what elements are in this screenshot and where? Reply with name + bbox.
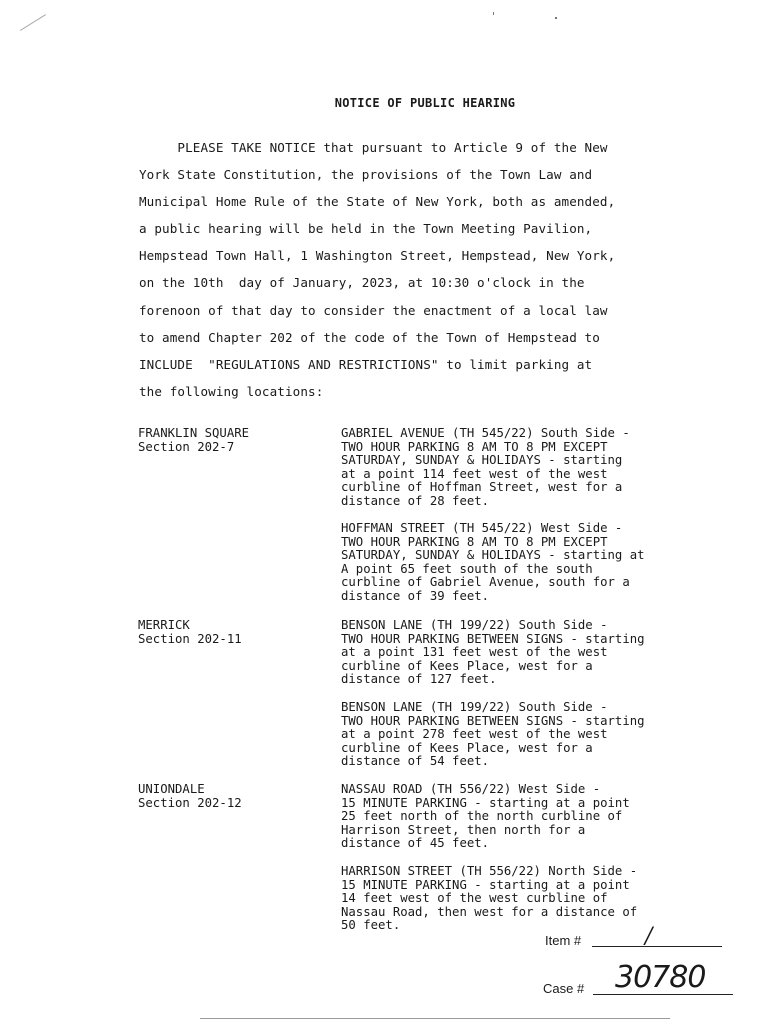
entry-line: at a point 131 feet west of the west (341, 645, 608, 660)
scan-speck (20, 14, 46, 31)
paragraph-line: on the 10th day of January, 2023, at 10:30 o'clock in the (139, 275, 585, 291)
paragraph-line: Municipal Home Rule of the State of New York, both as amended, (139, 194, 616, 210)
notice-title-text: NOTICE OF PUBLIC HEARING (334, 96, 516, 110)
entry-line: TWO HOUR PARKING BETWEEN SIGNS - starting (341, 713, 645, 728)
entry-line: curbline of Gabriel Avenue, south for a (341, 575, 630, 590)
entry-line: distance of 45 feet. (341, 836, 490, 851)
paragraph-line: York State Constitution, the provisions of the Town Law and (139, 167, 593, 183)
entry-line: 15 MINUTE PARKING - starting at a point (341, 795, 630, 810)
entry-line: HARRISON STREET (TH 556/22) North Side - (341, 864, 638, 878)
item-label: Item # (545, 933, 582, 948)
scan-speck (555, 17, 557, 19)
entry-line: GABRIEL AVENUE (TH 545/22) South Side - (341, 426, 630, 440)
item-underline (592, 946, 722, 947)
scan-speck (493, 12, 494, 15)
entry-line: NASSAU ROAD (TH 556/22) West Side - (341, 782, 601, 796)
item-value-handwritten: / (645, 924, 653, 949)
location-area: MERRICK (138, 618, 190, 632)
entry-line: TWO HOUR PARKING 8 AM TO 8 PM EXCEPT (341, 534, 608, 549)
entry-line: HOFFMAN STREET (TH 545/22) West Side - (341, 521, 623, 535)
entry-line: distance of 54 feet. (341, 754, 490, 769)
case-label: Case # (543, 981, 585, 996)
location-entry (341, 619, 731, 687)
case-value-handwritten: 30780 (615, 960, 706, 995)
paragraph-line: INCLUDE "REGULATIONS AND RESTRICTIONS" to limit parking at (139, 356, 593, 372)
entry-line: 15 MINUTE PARKING - starting at a point (341, 877, 630, 892)
entry-line: Harrison Street, then north for a (341, 822, 586, 837)
entry-line: curbline of Kees Place, west for a (341, 740, 593, 755)
location-heading-franklin-square (138, 427, 328, 454)
entry-line: BENSON LANE (TH 199/22) South Side - (341, 618, 608, 632)
location-heading-merrick (138, 619, 328, 646)
location-entry (341, 865, 731, 933)
entry-line: distance of 127 feet. (341, 672, 497, 687)
entry-line: distance of 39 feet. (341, 588, 490, 603)
entry-line: Nassau Road, then west for a distance of (341, 904, 638, 919)
paragraph-line: forenoon of that day to consider the enactment of a local law (139, 302, 608, 318)
location-section: Section 202-11 (138, 631, 242, 646)
paragraph-line: the following locations: (139, 383, 324, 399)
location-section: Section 202-12 (138, 795, 242, 810)
entry-line: at a point 278 feet west of the west (341, 727, 608, 742)
paragraph-line: a public hearing will be held in the Town Meeting Pavilion, (139, 221, 593, 237)
entry-line: curbline of Hoffman Street, west for a (341, 480, 623, 495)
notice-paragraph (139, 134, 699, 405)
entry-line: curbline of Kees Place, west for a (341, 658, 593, 673)
location-area: FRANKLIN SQUARE (138, 426, 250, 440)
entry-line: 50 feet. (341, 918, 401, 933)
paragraph-line: Hempstead Town Hall, 1 Washington Street, Hempstead, New York, (139, 248, 616, 264)
location-area: UNIONDALE (138, 782, 205, 796)
entry-line: A point 65 feet south of the south (341, 561, 593, 576)
entry-line: TWO HOUR PARKING 8 AM TO 8 PM EXCEPT (341, 439, 608, 454)
entry-line: at a point 114 feet west of the west (341, 466, 608, 481)
entry-line: SATURDAY, SUNDAY & HOLIDAYS - starting at (341, 548, 645, 563)
entry-line: TWO HOUR PARKING BETWEEN SIGNS - starting (341, 631, 645, 646)
location-entry (341, 522, 731, 604)
location-section: Section 202-7 (138, 439, 235, 454)
location-entry (341, 783, 731, 851)
scan-edge-line (200, 1018, 670, 1019)
paragraph-line: to amend Chapter 202 of the code of the Town of Hempstead to (139, 329, 600, 345)
location-entry (341, 701, 731, 769)
entry-line: 25 feet north of the north curbline of (341, 809, 623, 824)
entry-line: SATURDAY, SUNDAY & HOLIDAYS - starting (341, 453, 623, 468)
location-heading-uniondale (138, 783, 328, 810)
entry-line: 14 feet west of the west curbline of (341, 891, 608, 906)
case-number-field (543, 981, 584, 996)
entry-line: BENSON LANE (TH 199/22) South Side - (341, 700, 608, 714)
paragraph-line: PLEASE TAKE NOTICE that pursuant to Article 9 of the New (139, 140, 608, 155)
location-entry (341, 427, 731, 509)
entry-line: distance of 28 feet. (341, 493, 490, 508)
item-number-field (545, 933, 581, 948)
notice-title (0, 96, 770, 110)
